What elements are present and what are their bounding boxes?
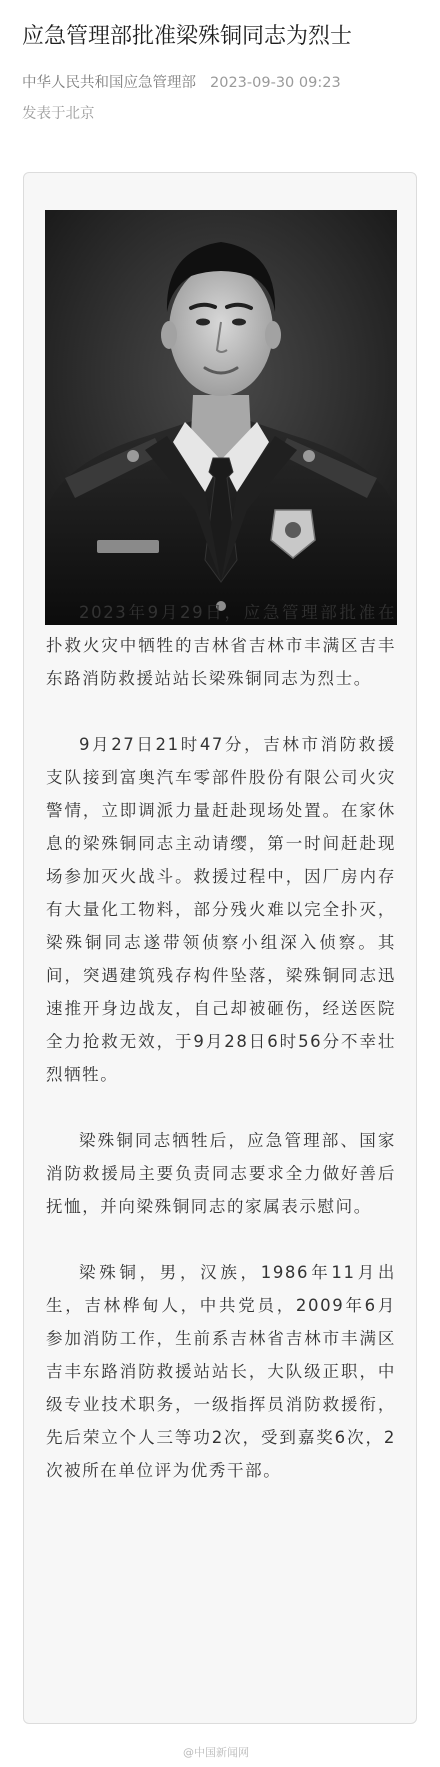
- article-paragraph: 2023年9月29日，应急管理部批准在扑救火灾中牺牲的吉林省吉林市丰满区吉丰东路消防救援站站长梁殊铜同志为烈士。: [46, 603, 396, 688]
- portrait-photo[interactable]: [45, 210, 397, 625]
- article-body: [46, 596, 396, 1520]
- article-location: 发表于北京: [22, 106, 95, 122]
- article-paragraph: 9月27日21时47分，吉林市消防救援支队接到富奥汽车零部件股份有限公司火灾警情，立即调派力量赶赴现场处置。在家休息的梁殊铜同志主动请缨，第一时间赶赴现场参加灭火战斗。救援过程中，因厂房内存有大量化工物料，部分残火难以完全扑灭，梁殊铜同志遂带领侦察小组深入侦察。其间，突遇建筑残存构件坠落，梁殊铜同志迅速推开身边战友，自己却被砸伤，经送医院全力抢救无效，于9月28日6时56分不幸壮烈牺牲。: [46, 735, 396, 1084]
- article-paragraph: 梁殊铜同志牺牲后，应急管理部、国家消防救援局主要负责同志要求全力做好善后抚恤，并向梁殊铜同志的家属表示慰问。: [46, 1131, 396, 1216]
- article-headline: 应急管理部批准梁殊铜同志为烈士: [22, 24, 353, 49]
- article-meta: [22, 72, 341, 94]
- article-datetime: 2023-09-30 09:23: [210, 75, 341, 91]
- article-paragraph: 梁殊铜，男，汉族，1986年11月出生，吉林桦甸人，中共党员，2009年6月参加消防工作，生前系吉林省吉林市丰满区吉丰东路消防救援站站长，大队级正职，中级专业技术职务，一级指挥员消防救援衔，先后荣立个人三等功2次，受到嘉奖6次，2次被所在单位评为优秀干部。: [46, 1263, 396, 1480]
- portrait-illustration: [45, 210, 397, 625]
- article-source[interactable]: 中华人民共和国应急管理部: [22, 75, 196, 91]
- watermark: @中国新闻网: [183, 1746, 249, 1759]
